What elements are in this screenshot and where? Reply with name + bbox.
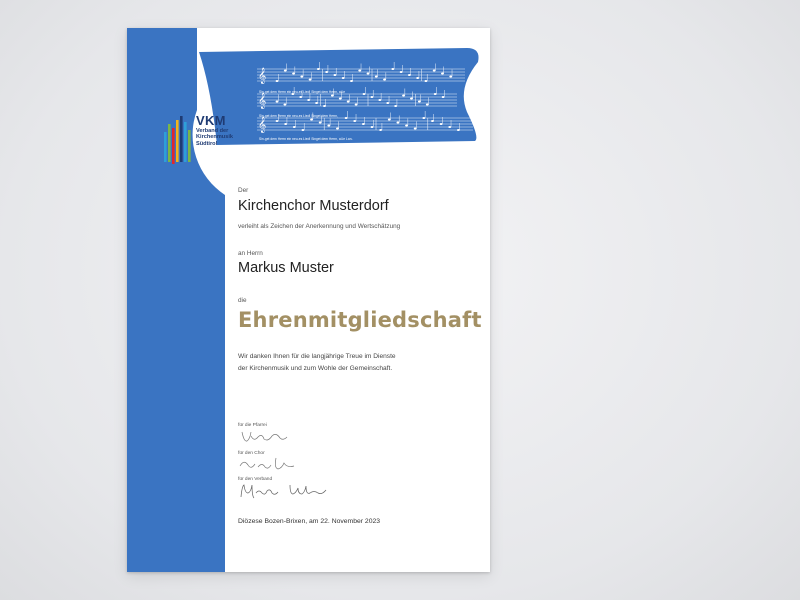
svg-text:𝄞: 𝄞: [258, 68, 267, 84]
thanks-line-2: der Kirchenmusik und zum Wohle der Gemeinschaft.: [238, 365, 393, 372]
score-lyric-2: Sin-get dem Herrn ein neu-es Lied! Singet dem Herrn,: [259, 114, 338, 118]
thanks-line-1: Wir danken Ihnen für die langjährige Treue im Dienste: [238, 353, 396, 360]
score-lyric-3: Sin-get dem Herrn ein neu-es Lied! Singet dem Herrn, al-le Lan-: [259, 137, 353, 141]
signature-label-choir: für den Chor: [238, 451, 265, 456]
score-lyric-1: Sin-get dem Herrn ein neu-es Lied! Singet dem Herrn, al-le: [259, 90, 346, 94]
svg-text:𝄞: 𝄞: [258, 93, 267, 109]
closing-place-date: Diözese Bozen-Brixen, am 22. November 2023: [238, 518, 381, 525]
signature-parish: [238, 428, 298, 446]
article-text: die: [238, 297, 247, 304]
certificate-title: Ehrenmitgliedschaft: [238, 308, 482, 332]
signature-association: [238, 481, 333, 503]
logo-line-3: Südtirol: [196, 140, 218, 147]
awards-text: verleiht als Zeichen der Anerkennung und Wertschätzung: [238, 223, 401, 230]
recipient-name: Markus Muster: [238, 260, 334, 276]
intro-text: Der: [238, 187, 249, 194]
thanks-text: [238, 351, 396, 375]
choir-name: Kirchenchor Musterdorf: [238, 198, 389, 214]
svg-text:𝄞: 𝄞: [258, 117, 267, 133]
signature-label-association: für den Verband: [238, 477, 273, 482]
signature-label-parish: für die Pfarrei: [238, 423, 267, 428]
recipient-intro: an Herrn: [238, 250, 263, 257]
logo-bars-icon: [163, 110, 195, 170]
logo-abbreviation: VKM: [196, 113, 226, 128]
signature-choir: [238, 456, 298, 474]
logo-line-1: Verband der: [196, 128, 229, 134]
vkm-logo: [163, 110, 273, 170]
certificate-page: [127, 28, 490, 572]
logo-line-2: Kirchenmusik: [196, 134, 233, 141]
